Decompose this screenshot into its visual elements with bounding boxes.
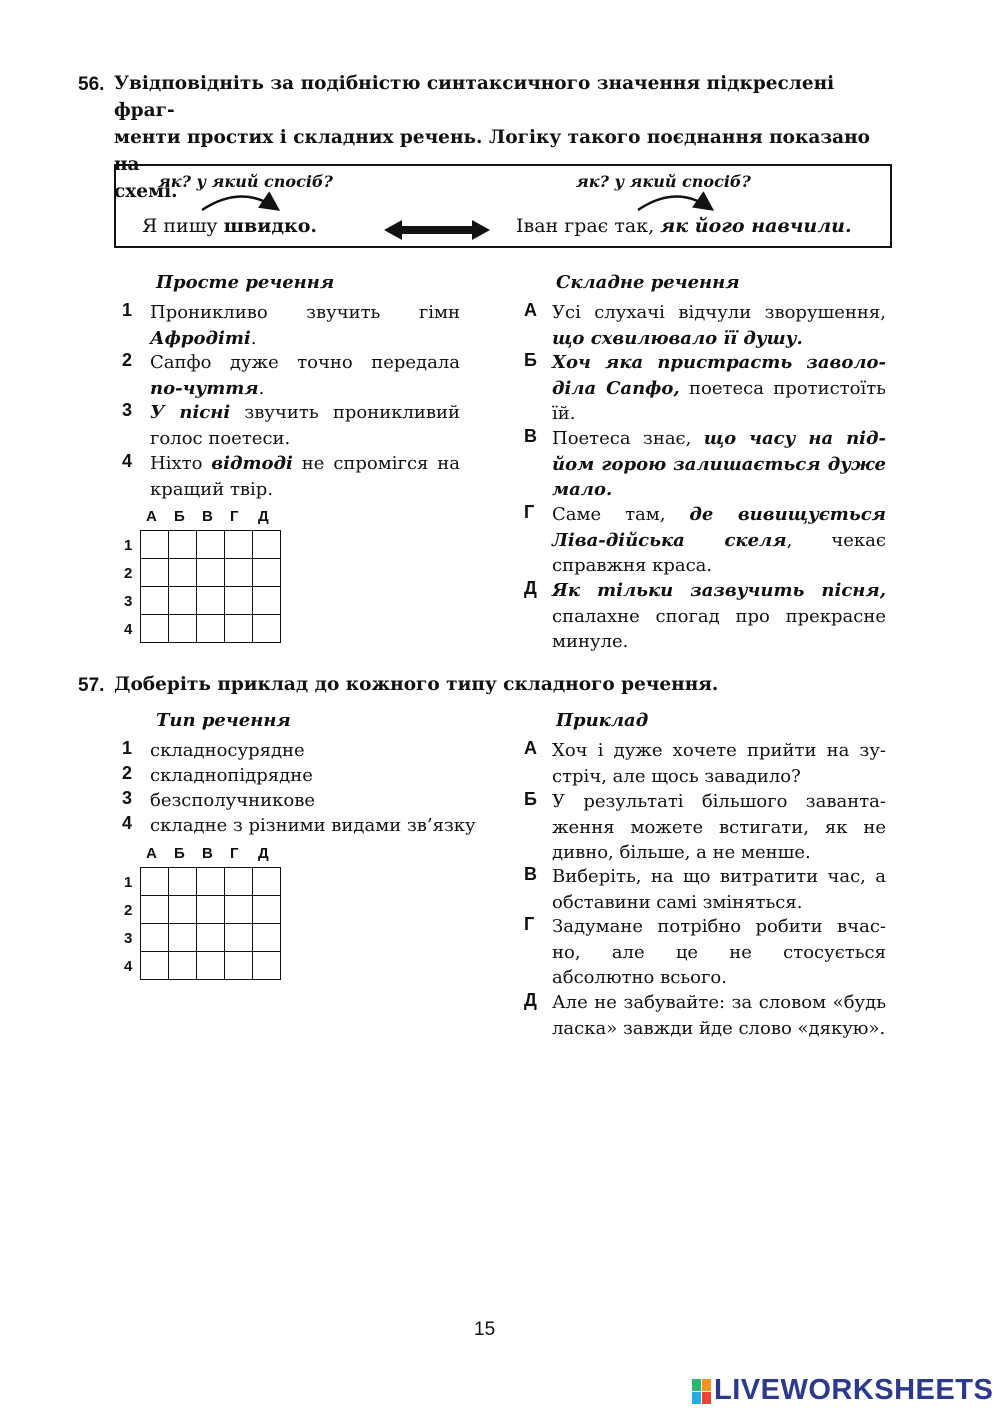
grid56-cell-3-5[interactable] <box>253 587 281 615</box>
sentence-type-2-label: 2 <box>122 763 133 783</box>
grid56-cell-3-4[interactable] <box>225 587 253 615</box>
question-number-56: 56. <box>78 74 105 95</box>
complex-sentence-1-text: Усі слухачі відчули зворушення, що схвилювало її душу. <box>552 302 886 349</box>
grid56-cell-3-3[interactable] <box>197 587 225 615</box>
heading-complex-sentence: Складне речення <box>556 272 740 293</box>
grid56-row-3: 3 <box>124 593 133 610</box>
grid56-cell-2-3[interactable] <box>197 559 225 587</box>
answer-grid-57 <box>120 845 290 985</box>
grid57-col-3: В <box>202 845 213 862</box>
complex-sentence-1-label: А <box>524 300 537 320</box>
liveworksheets-logo[interactable] <box>692 1376 992 1410</box>
scheme-left-question: як? у який спосіб? <box>158 172 333 191</box>
grid57-cell-1-3[interactable] <box>197 868 225 896</box>
grid56-cell-3-1[interactable] <box>141 587 169 615</box>
grid56-cell-4-2[interactable] <box>169 615 197 643</box>
heading-example: Приклад <box>556 710 649 731</box>
grid57-cell-3-4[interactable] <box>225 924 253 952</box>
scheme-left-plain: Я пишу <box>142 215 224 237</box>
example-3-text: Виберіть, на що витратити час, а обставини самі зміняться. <box>552 866 886 913</box>
complex-sentence-5-label: Д <box>524 578 537 598</box>
grid56-col-2: Б <box>174 508 185 525</box>
prompt-line: менти простих і складних речень. Логіку такого поєднання показано на <box>114 127 870 175</box>
scheme-right-bold: як його навчили. <box>660 215 852 237</box>
complex-sentence-4-text: Саме там, де вивищується Ліва-дійська скеля, чекає справжня краса. <box>552 504 886 576</box>
simple-sentence-4-label: 4 <box>122 451 133 471</box>
question-number-57: 57. <box>78 675 105 696</box>
sentence-type-1-text: складносурядне <box>150 740 305 761</box>
grid57-row-4: 4 <box>124 958 133 975</box>
example-1-text: Хоч і дуже хочете прийти на зу-стріч, але щось завадило? <box>552 740 886 787</box>
example-5-label: Д <box>524 990 537 1010</box>
grid57-cell-1-4[interactable] <box>225 868 253 896</box>
heading-sentence-type: Тип речення <box>156 710 291 731</box>
answer-grid-56 <box>120 508 290 648</box>
syntax-scheme-box <box>114 164 892 248</box>
grid57-table <box>140 867 281 980</box>
grid56-col-1: А <box>146 508 157 525</box>
curved-arrow-right <box>638 196 710 210</box>
grid57-cell-1-2[interactable] <box>169 868 197 896</box>
heading-simple-sentence: Просте речення <box>156 272 335 293</box>
page-number: 15 <box>474 1319 496 1340</box>
example-1-label: А <box>524 738 537 758</box>
grid56-cell-2-4[interactable] <box>225 559 253 587</box>
grid57-cell-2-5[interactable] <box>253 896 281 924</box>
sentence-type-1-label: 1 <box>122 738 133 758</box>
grid56-cell-3-2[interactable] <box>169 587 197 615</box>
example-4-text: Задумане потрібно робити вчас-но, але це не стосується абсолютно всього. <box>552 916 886 988</box>
complex-sentence-4-label: Г <box>524 502 535 522</box>
grid57-row-3: 3 <box>124 930 133 947</box>
example-2-text: У результаті більшого заванта-ження можете встигати, як не дивно, більше, а не менше. <box>552 791 886 863</box>
simple-sentence-2-label: 2 <box>122 350 133 370</box>
grid56-row-2: 2 <box>124 565 133 582</box>
complex-sentence-3-label: В <box>524 426 537 446</box>
grid57-cell-1-1[interactable] <box>141 868 169 896</box>
grid56-cell-1-2[interactable] <box>169 531 197 559</box>
grid57-cell-4-4[interactable] <box>225 952 253 980</box>
simple-sentence-2-text: Сапфо дуже точно передала по-чуття. <box>150 352 460 399</box>
simple-sentence-1-text: Проникливо звучить гімн Афродіті. <box>150 302 460 349</box>
grid56-cell-4-3[interactable] <box>197 615 225 643</box>
scheme-right-plain: Іван грає так, <box>516 215 661 237</box>
grid57-col-2: Б <box>174 845 185 862</box>
grid57-cell-3-1[interactable] <box>141 924 169 952</box>
prompt-line: схемі. <box>114 181 178 202</box>
grid57-cell-3-5[interactable] <box>253 924 281 952</box>
grid57-row-2: 2 <box>124 902 133 919</box>
grid56-row-1: 1 <box>124 537 133 554</box>
sentence-type-2-text: складнопідрядне <box>150 765 313 786</box>
question-57-prompt: Доберіть приклад до кожного типу складного речення. <box>114 674 719 695</box>
grid56-cell-1-4[interactable] <box>225 531 253 559</box>
simple-sentence-3-text: У пісні звучить проникливий голос поетеси. <box>150 402 460 449</box>
grid56-row-4: 4 <box>124 621 133 638</box>
sentence-type-4-label: 4 <box>122 813 133 833</box>
scheme-left-sentence <box>142 214 317 240</box>
grid57-cell-3-2[interactable] <box>169 924 197 952</box>
grid57-col-4: Г <box>230 845 239 862</box>
grid57-cell-2-2[interactable] <box>169 896 197 924</box>
grid57-cell-4-5[interactable] <box>253 952 281 980</box>
grid57-col-1: А <box>146 845 157 862</box>
grid56-cell-1-5[interactable] <box>253 531 281 559</box>
sentence-type-3-text: безсполучникове <box>150 790 316 811</box>
example-4-label: Г <box>524 914 535 934</box>
grid56-col-3: В <box>202 508 213 525</box>
example-2-label: Б <box>524 789 537 809</box>
grid56-cell-2-2[interactable] <box>169 559 197 587</box>
prompt-line: Увідповідніть за подібністю синтаксичного значення підкреслені фраг- <box>114 73 835 121</box>
simple-sentence-4-text: Ніхто відтоді не спромігся на кращий твір. <box>150 453 460 500</box>
grid57-cell-4-2[interactable] <box>169 952 197 980</box>
grid56-col-5: Д <box>258 508 269 525</box>
grid56-cell-4-1[interactable] <box>141 615 169 643</box>
grid57-cell-4-1[interactable] <box>141 952 169 980</box>
grid57-cell-3-3[interactable] <box>197 924 225 952</box>
logo-blocks-icon <box>692 1379 712 1405</box>
grid56-cell-2-5[interactable] <box>253 559 281 587</box>
complex-sentence-2-label: Б <box>524 350 537 370</box>
grid56-cell-1-1[interactable] <box>141 531 169 559</box>
scheme-right-sentence <box>516 214 852 240</box>
complex-sentence-2-text: Хоч яка пристрасть заволо-діла Сапфо, поетеса протистоїть їй. <box>552 352 886 424</box>
grid56-cell-4-4[interactable] <box>225 615 253 643</box>
scheme-left-bold: швидко. <box>223 215 317 237</box>
complex-sentence-3-text: Поетеса знає, що часу на під-йом горою залишається дуже мало. <box>552 428 886 500</box>
scheme-right-question: як? у який спосіб? <box>576 172 751 191</box>
grid57-cell-2-4[interactable] <box>225 896 253 924</box>
grid57-cell-4-3[interactable] <box>197 952 225 980</box>
grid56-cell-1-3[interactable] <box>197 531 225 559</box>
brand-name: LIVEWORKSHEETS <box>714 1374 994 1406</box>
grid56-col-4: Г <box>230 508 239 525</box>
curved-arrow-left <box>202 196 276 210</box>
complex-sentence-5-text: Як тільки зазвучить пісня, спалахне спогад про прекрасне минуле. <box>552 580 886 652</box>
grid57-col-5: Д <box>258 845 269 862</box>
simple-sentence-1-label: 1 <box>122 300 133 320</box>
grid56-table <box>140 530 281 643</box>
double-arrow-icon <box>384 220 490 240</box>
grid56-cell-4-5[interactable] <box>253 615 281 643</box>
grid57-row-1: 1 <box>124 874 133 891</box>
grid57-cell-2-1[interactable] <box>141 896 169 924</box>
grid56-cell-2-1[interactable] <box>141 559 169 587</box>
example-5-text: Але не забувайте: за словом «будь ласка» завжди йде слово «дякую». <box>552 992 886 1039</box>
sentence-type-4-text: складне з різними видами зв’язку <box>150 815 476 836</box>
simple-sentence-3-label: 3 <box>122 400 133 420</box>
sentence-type-3-label: 3 <box>122 788 133 808</box>
grid57-cell-1-5[interactable] <box>253 868 281 896</box>
grid57-cell-2-3[interactable] <box>197 896 225 924</box>
example-3-label: В <box>524 864 537 884</box>
